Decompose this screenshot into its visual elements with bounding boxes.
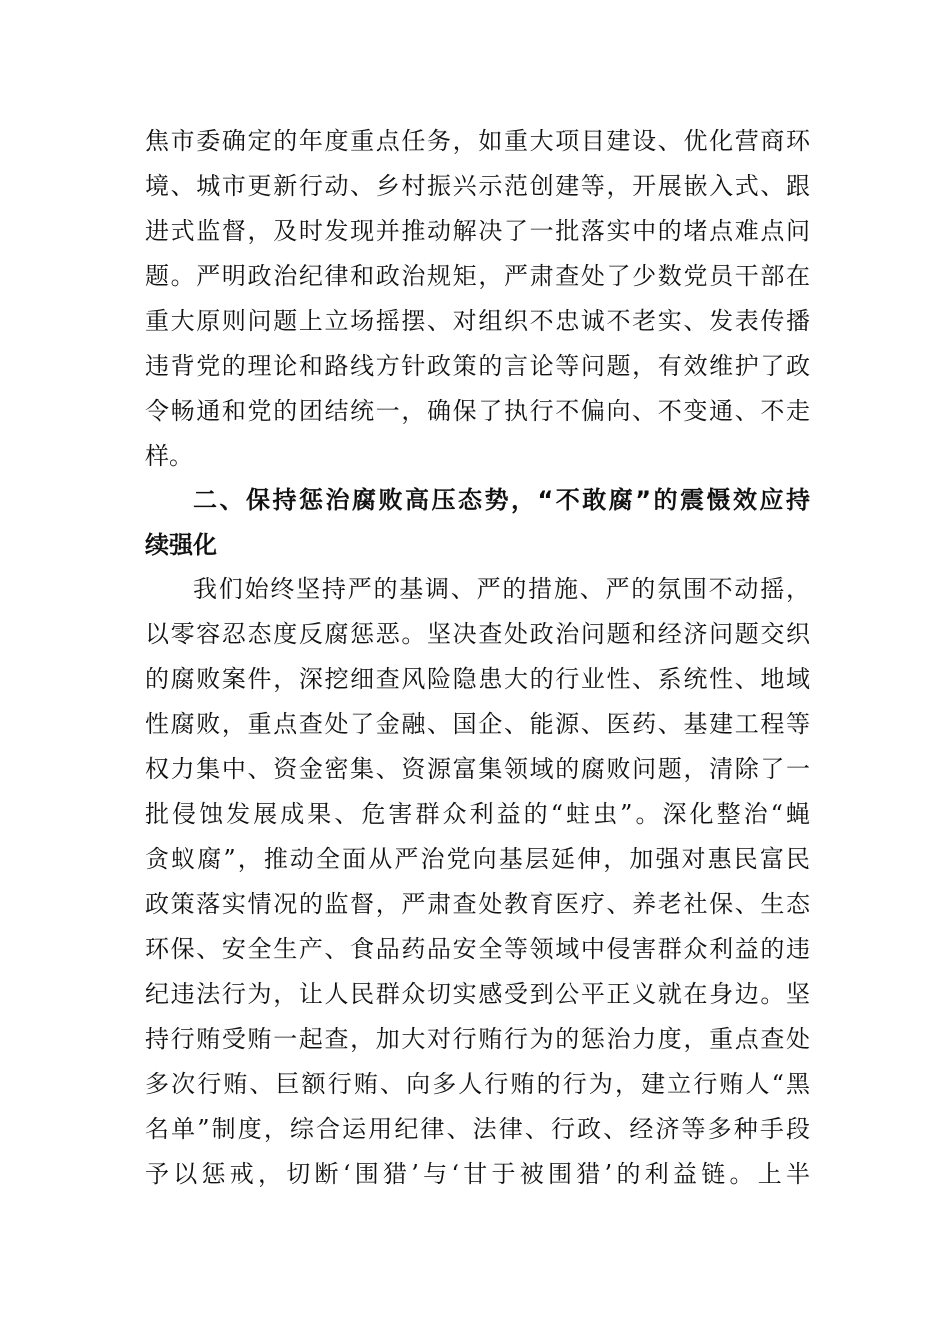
paragraph-line: 政策落实情况的监督，严肃查处教育医疗、养老社保、生态 <box>145 890 810 918</box>
section-heading-line: 续强化 <box>145 531 217 559</box>
paragraph-line: 名单”制度，综合运用纪律、法律、行政、经济等多种手段 <box>145 1115 810 1143</box>
paragraph-line: 我们始终坚持严的基调、严的措施、严的氛围不动摇， <box>193 575 810 603</box>
paragraph-line: 违背党的理论和路线方针政策的言论等问题，有效维护了政 <box>145 352 810 380</box>
paragraph-line: 以零容忍态度反腐惩恶。坚决查处政治问题和经济问题交织 <box>145 620 810 648</box>
paragraph-line: 重大原则问题上立场摇摆、对组织不忠诚不老实、发表传播 <box>145 307 810 335</box>
paragraph-line: 样。 <box>145 442 193 470</box>
paragraph-line: 令畅通和党的团结统一，确保了执行不偏向、不变通、不走 <box>145 397 810 425</box>
section-heading-line: 二、保持惩治腐败高压态势，“不敢腐”的震慑效应持 <box>193 486 810 514</box>
paragraph-line: 题。严明政治纪律和政治规矩，严肃查处了少数党员干部在 <box>145 262 810 290</box>
paragraph-line: 多次行贿、巨额行贿、向多人行贿的行为，建立行贿人“黑 <box>145 1070 810 1098</box>
paragraph-line: 进式监督，及时发现并推动解决了一批落实中的堵点难点问 <box>145 217 810 245</box>
paragraph-line: 境、城市更新行动、乡村振兴示范创建等，开展嵌入式、跟 <box>145 172 810 200</box>
paragraph-line: 贪蚁腐”，推动全面从严治党向基层延伸，加强对惠民富民 <box>145 845 810 873</box>
paragraph-line: 批侵蚀发展成果、危害群众利益的“蛀虫”。深化整治“蝇 <box>145 800 810 828</box>
paragraph-line: 焦市委确定的年度重点任务，如重大项目建设、优化营商环 <box>145 127 810 155</box>
paragraph-line: 环保、安全生产、食品药品安全等领域中侵害群众利益的违 <box>145 935 810 963</box>
paragraph-line: 持行贿受贿一起查，加大对行贿行为的惩治力度，重点查处 <box>145 1025 810 1053</box>
paragraph-line: 权力集中、资金密集、资源富集领域的腐败问题，清除了一 <box>145 755 810 783</box>
paragraph-line: 纪违法行为，让人民群众切实感受到公平正义就在身边。坚 <box>145 980 810 1008</box>
paragraph-line: 性腐败，重点查处了金融、国企、能源、医药、基建工程等 <box>145 710 810 738</box>
paragraph-line: 予以惩戒，切断‘围猎’与‘甘于被围猎’的利益链。上半 <box>145 1160 810 1188</box>
paragraph-line: 的腐败案件，深挖细查风险隐患大的行业性、系统性、地域 <box>145 665 810 693</box>
